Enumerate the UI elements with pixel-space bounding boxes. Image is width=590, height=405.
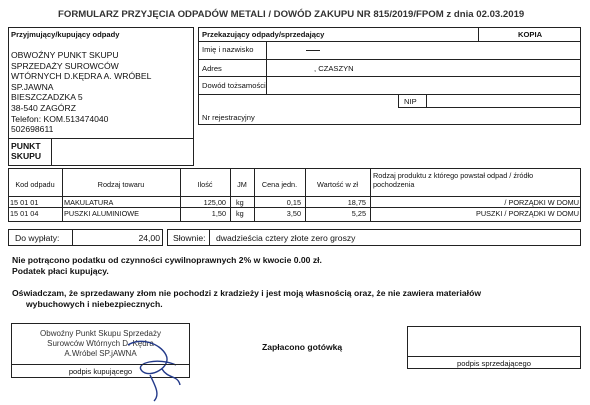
divider [266, 41, 267, 94]
column-header: Rodzaj produktu z którego powstał odpad / źródło pochodzenia [373, 171, 534, 189]
table-cell: PUSZKI ALUMINIOWE [64, 209, 140, 218]
payment-label: Do wypłaty: [15, 233, 60, 243]
divider [198, 76, 581, 77]
table-cell: 18,75 [347, 198, 366, 207]
divider [407, 356, 581, 357]
payment-amount: 24,00 [138, 233, 160, 243]
paid-cash-label: Zapłacono gotówką [262, 342, 343, 352]
buyer-signature-label: podpis kupującego [68, 367, 133, 376]
table-cell: kg [236, 198, 244, 207]
stamp-line: Obwoźny Punkt Skupu Sprzedaży [40, 329, 161, 338]
point-label: PUNKT SKUPU [11, 141, 42, 161]
form-title: FORMULARZ PRZYJĘCIA ODPADÓW METALI / DOWÓD ZAKUPU NR 815/2019/FPOM z dnia 02.03.2019 [58, 9, 525, 20]
reg-label: Nr rejestracyjny [202, 113, 255, 122]
statement: Oświadczam, że sprzedawany złom nie pochodzi z kradzieży i jest moją własnością oraz, że nie zawiera materiałów [12, 288, 481, 298]
divider [198, 59, 581, 60]
table-cell: MAKULATURA [64, 198, 114, 207]
address-label: Adres [202, 64, 222, 73]
divider [8, 207, 581, 208]
divider [8, 138, 194, 139]
table-cell: PUSZKI / PORZĄDKI W DOMU [476, 209, 579, 218]
table-cell: 15 01 01 [10, 198, 39, 207]
divider [398, 94, 399, 107]
table-cell: 15 01 04 [10, 209, 39, 218]
column-header: Wartość w zł [316, 180, 359, 189]
buyer-address-block [11, 50, 151, 135]
tax-note: Podatek płaci kupujący. [12, 266, 109, 276]
copy-label: KOPIA [518, 30, 543, 39]
buyer-line: 38-540 ZAGÓRZ [11, 102, 76, 113]
divider [11, 364, 190, 365]
divider [426, 94, 427, 107]
stamp-line: Surowców Wtórnych D. Kędra [47, 339, 154, 348]
nip-label: NIP [404, 97, 417, 106]
divider [478, 27, 479, 41]
buyer-line: SP.JAWNA [11, 81, 54, 92]
table-cell: / PORZĄDKI W DOMU [504, 198, 579, 207]
divider [8, 196, 581, 197]
divider [62, 168, 63, 222]
column-header: JM [237, 180, 247, 189]
column-header: Rodzaj towaru [97, 180, 145, 189]
buyer-heading: Przyjmujący/kupujący odpady [11, 30, 120, 39]
divider [398, 107, 581, 108]
name-dash [306, 50, 320, 51]
buyer-line: Telefon: KOM.513474040 [11, 113, 109, 124]
table-cell: 125,00 [203, 198, 226, 207]
tax-note: Nie potrącono podatku od czynności cywilnoprawnych 2% w kwocie 0.00 zł. [12, 255, 322, 265]
address-value: , CZASZYN [314, 64, 354, 73]
stamp-line: A.Wróbel SP.jAWNA [64, 349, 137, 358]
seller-signature-label: podpis sprzedającego [457, 359, 531, 368]
words-label: Słownie: [173, 233, 206, 243]
buyer-line: WTÓRNYCH D.KĘDRA A. WRÓBEL [11, 71, 152, 82]
buyer-line: SPRZEDAŻY SUROWCÓW [11, 60, 119, 71]
divider [51, 138, 52, 166]
divider [230, 168, 231, 222]
buyer-line: OBWOŹNY PUNKT SKUPU [11, 50, 119, 60]
divider [198, 41, 581, 42]
table-cell: 0,15 [286, 198, 301, 207]
seller-heading: Przekazujący odpady/sprzedający [202, 30, 325, 39]
amount-in-words: dwadzieścia cztery złote zero groszy [216, 233, 356, 243]
table-cell: 3,50 [286, 209, 301, 218]
statement: wybuchowych i niebezpiecznych. [26, 299, 163, 309]
table-cell: 5,25 [351, 209, 366, 218]
name-label: Imię i nazwisko [202, 45, 254, 54]
column-header: Kod odpadu [15, 180, 55, 189]
divider [198, 94, 581, 95]
table-cell: 1,50 [211, 209, 226, 218]
id-label: Dowód tożsamości [202, 81, 266, 90]
divider [209, 229, 210, 246]
table-cell: kg [236, 209, 244, 218]
buyer-line: 502698611 [11, 124, 54, 135]
column-header: Ilość [197, 180, 213, 189]
column-header: Cena jedn. [261, 180, 298, 189]
buyer-line: BIESZCZADZKA 5 [11, 92, 83, 103]
